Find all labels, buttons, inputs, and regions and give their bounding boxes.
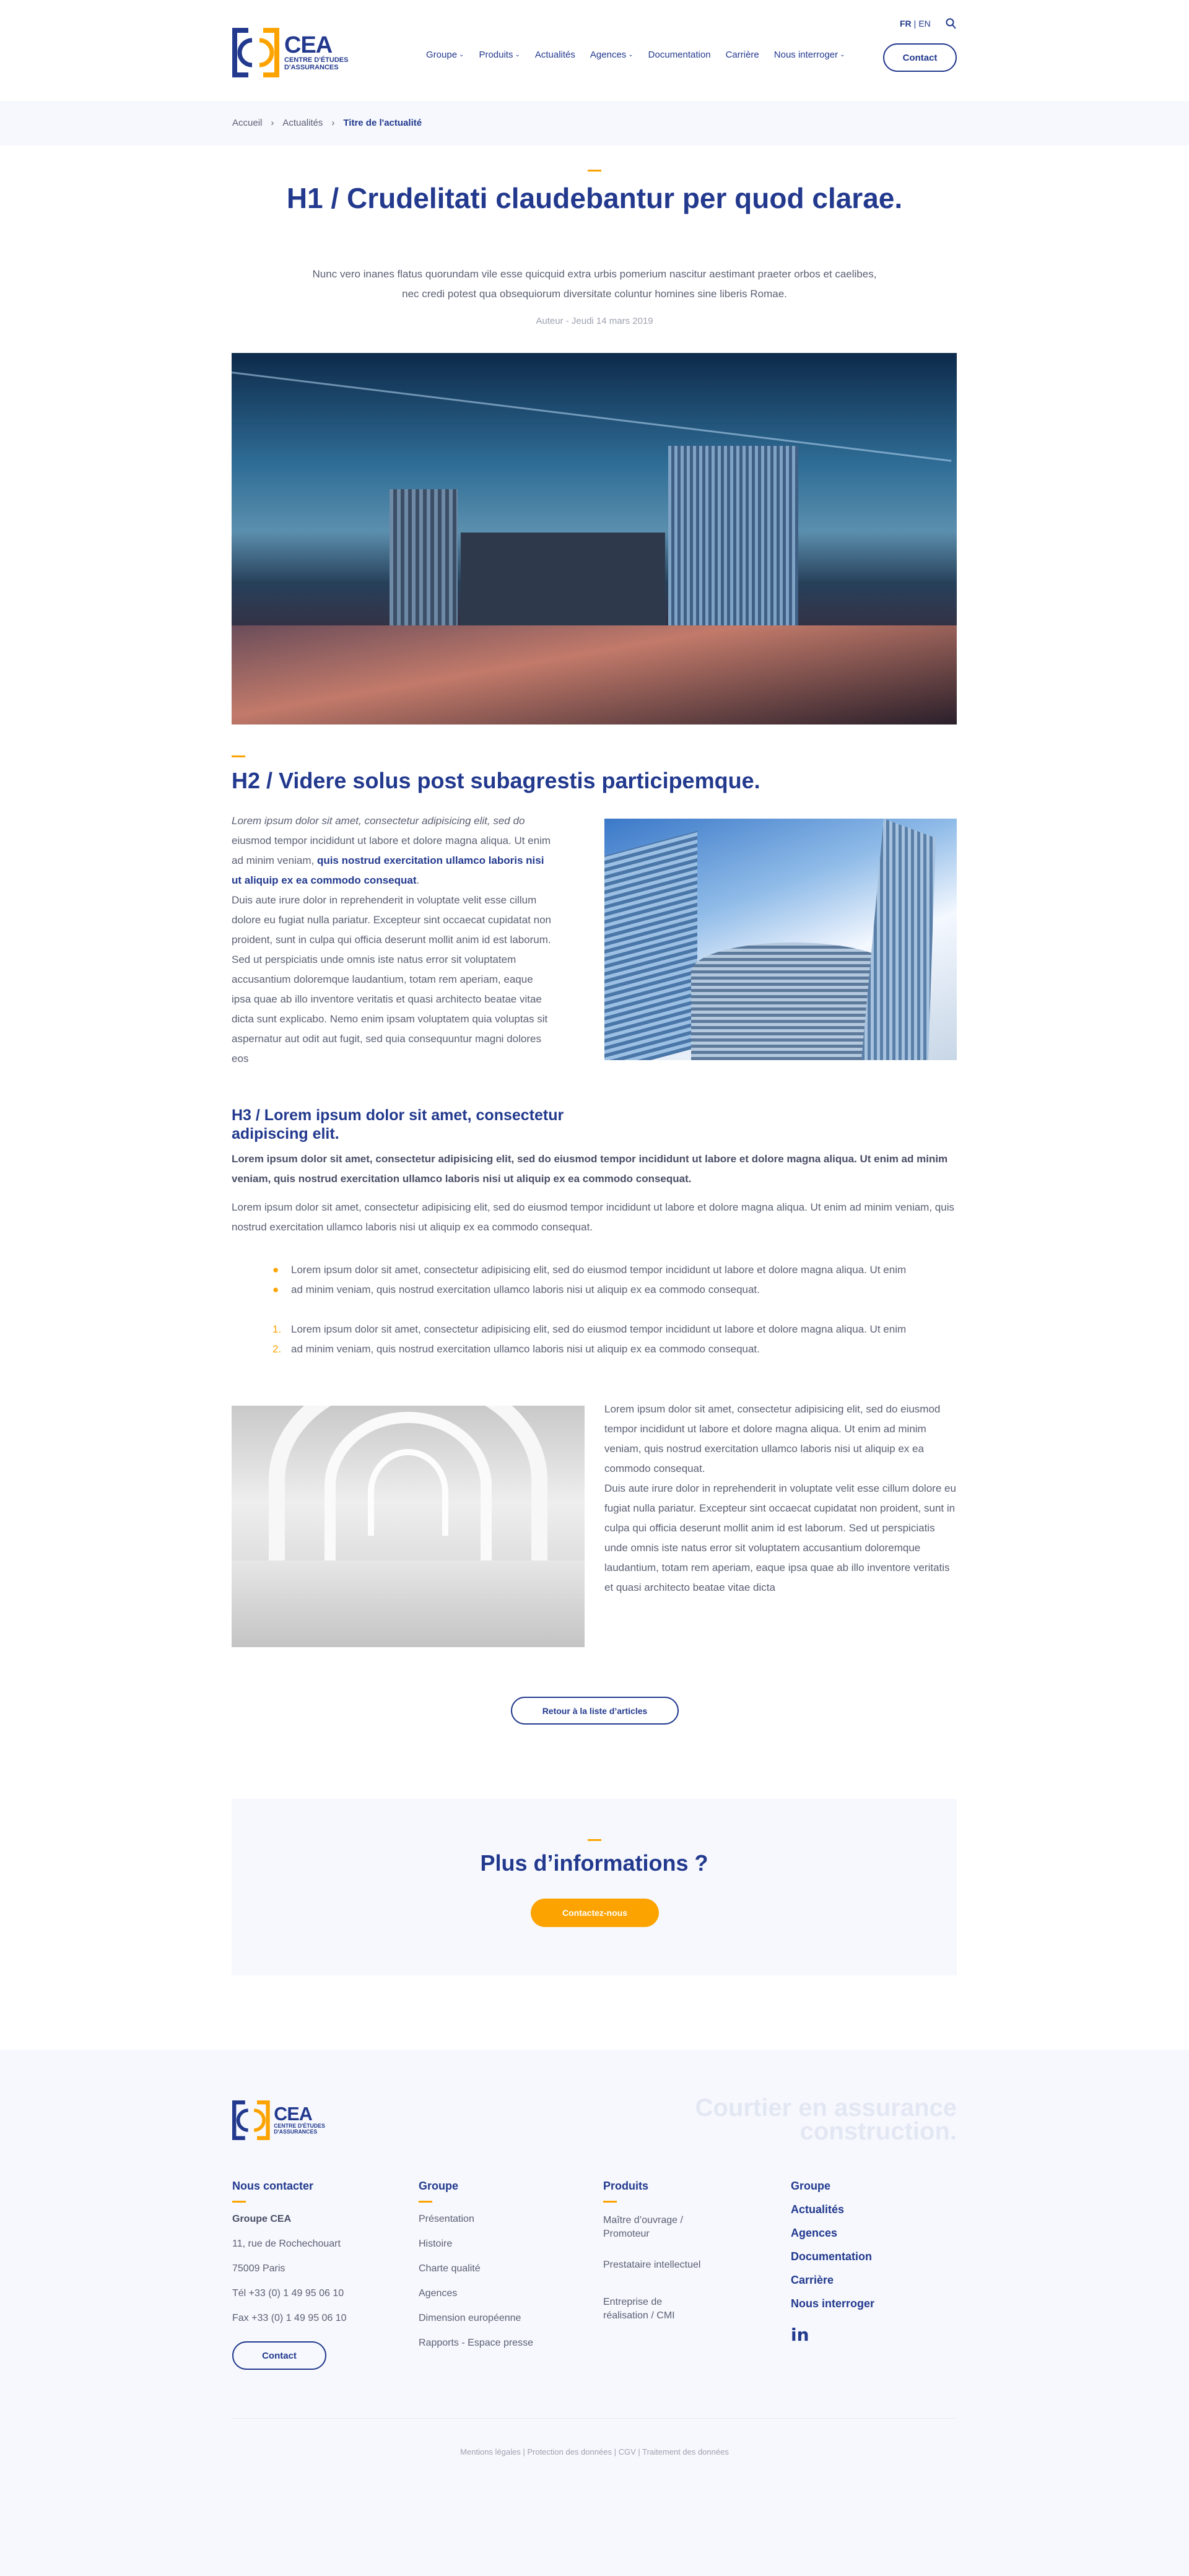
breadcrumb-separator-icon: › <box>271 118 274 128</box>
nav-produits[interactable] <box>479 50 520 60</box>
nav-documentation[interactable]: Documentation <box>648 50 711 60</box>
list-item <box>272 1339 954 1359</box>
chevron-down-icon: ⌄ <box>628 51 634 58</box>
text: Lorem ipsum dolor sit amet, consectetur adipisicing elit, sed do eiusmod tempor incididunt ut labore et dolore magna aliqua. Ut enim ad minim veniam, quis nostrud exercitation ullamco laboris nisi ut aliquip ex ea commodo consequat. <box>604 1403 941 1474</box>
footer <box>0 2050 1189 2576</box>
main-nav <box>426 50 845 60</box>
accent-dash <box>419 2201 432 2203</box>
header-contact-button[interactable]: Contact <box>883 43 957 72</box>
italic-text: Lorem ipsum dolor sit amet, consectetur adipisicing elit, sed do <box>232 815 525 827</box>
accent-dash <box>588 1839 601 1841</box>
footer-link[interactable]: Présentation <box>419 2214 474 2224</box>
tower-left <box>604 831 697 1060</box>
text: . <box>416 874 420 886</box>
nav-carriere[interactable]: Carrière <box>725 50 759 60</box>
bullet-icon: ● <box>272 1284 279 1295</box>
legal-link[interactable]: CGV <box>618 2447 636 2456</box>
list-item-text: Lorem ipsum dolor sit amet, consectetur adipisicing elit, sed do eiusmod tempor incididunt ut labore et dolore magna aliqua. Ut enim <box>291 1264 907 1276</box>
logo-line1: CENTRE D'ÉTUDES <box>274 2123 325 2130</box>
page-title: H1 / Crudelitati claudebantur per quod clarae. <box>286 182 903 214</box>
building <box>461 533 665 625</box>
logo-line2: D'ASSURANCES <box>274 2129 318 2135</box>
footer-link[interactable]: Actualités <box>791 2203 845 2216</box>
back-to-list-button[interactable]: Retour à la liste d’articles <box>511 1697 679 1725</box>
ordered-list <box>272 1320 954 1359</box>
footer-link[interactable]: Nous interroger <box>791 2297 875 2310</box>
footer-groupe-column <box>419 2180 580 2362</box>
legal-links: Mentions légales | Protection des données | CGV | Traitement des données <box>460 2447 729 2456</box>
bold-text: quis nostrud exercitation ullamco laboris nisi ut aliquip ex ea commodo consequat <box>232 855 544 886</box>
nav-actualites[interactable]: Actualités <box>534 50 575 60</box>
phone: Tél +33 (0) 1 49 95 06 10 <box>232 2288 344 2299</box>
company-name: Groupe CEA <box>232 2214 292 2224</box>
tagline-line: Courtier en assurance <box>695 2094 957 2121</box>
logo-line1: CENTRE D'ÉTUDES <box>284 56 349 64</box>
article-paragraph <box>232 811 554 1069</box>
lead-paragraph: Lorem ipsum dolor sit amet, consectetur adipisicing elit, sed do eiusmod tempor incididunt ut labore et dolore magna aliqua. Ut enim ad minim veniam, quis nostrud exercitation ullamco laboris nisi ut aliquip ex ea commodo consequat. <box>232 1153 948 1185</box>
breadcrumb-accueil[interactable]: Accueil <box>232 118 263 128</box>
logo-name: CEA <box>284 32 333 58</box>
footer-quick-links <box>791 2180 952 2348</box>
list-item-text: ad minim veniam, quis nostrud exercitation ullamco laboris nisi ut aliquip ex ea commodo consequat. <box>291 1343 760 1355</box>
footer-contact-column <box>232 2180 393 2370</box>
nav-groupe[interactable] <box>426 50 464 60</box>
tagline-line: construction. <box>799 2118 957 2145</box>
bullet-list <box>272 1260 954 1300</box>
footer-link[interactable]: Rapports - Espace presse <box>419 2338 533 2348</box>
highway <box>232 625 957 724</box>
logo-name: CEA <box>274 2104 312 2125</box>
hero-image <box>232 353 957 724</box>
section-heading-h3: H3 / Lorem ipsum dolor sit amet, consectetur adipiscing elit. <box>232 1107 564 1142</box>
building <box>668 446 798 632</box>
footer-link[interactable]: Maître d’ouvrage / Promoteur <box>603 2215 683 2239</box>
list-number: 2. <box>272 1343 282 1355</box>
list-item-text: ad minim veniam, quis nostrud exercitation ullamco laboris nisi ut aliquip ex ea commodo consequat. <box>291 1284 760 1295</box>
article-paragraph <box>604 1399 957 1598</box>
article-paragraph: Lorem ipsum dolor sit amet, consectetur adipisicing elit, sed do eiusmod tempor incididunt ut labore et dolore magna aliqua. Ut enim ad minim veniam, quis nostrud exercitation ullamco laboris nisi ut aliquip ex ea commodo consequat. <box>232 1201 954 1233</box>
footer-link[interactable]: Dimension européenne <box>419 2313 521 2323</box>
text: eiusmod tempor incididunt ut labore et dolore magna aliqua. Ut enim ad minim veniam, <box>232 835 551 866</box>
accent-dash <box>232 755 245 757</box>
footer-link[interactable]: Agences <box>791 2227 838 2239</box>
address-city: 75009 Paris <box>232 2263 285 2274</box>
nav-label: Agences <box>590 50 627 60</box>
footer-produits-column <box>603 2180 701 2333</box>
list-item-text: Lorem ipsum dolor sit amet, consectetur adipisicing elit, sed do eiusmod tempor incididunt ut labore et dolore magna aliqua. Ut enim <box>291 1323 907 1335</box>
floor <box>232 1560 585 1647</box>
building <box>390 489 458 625</box>
nav-label: Produits <box>479 50 513 60</box>
fax: Fax +33 (0) 1 49 95 06 10 <box>232 2313 347 2323</box>
bullet-icon: ● <box>272 1264 279 1276</box>
building-photo <box>604 819 957 1060</box>
language-switcher <box>900 19 931 28</box>
footer-link[interactable]: Entreprise de réalisation / CMI <box>603 2297 675 2321</box>
nav-label: Groupe <box>426 50 458 60</box>
footer-logo[interactable] <box>232 2100 325 2140</box>
footer-link[interactable]: Agences <box>419 2288 458 2299</box>
article-meta: Auteur - Jeudi 14 mars 2019 <box>536 316 653 326</box>
list-item <box>272 1260 954 1280</box>
column-title: Nous contacter <box>232 2180 314 2192</box>
footer-link[interactable]: Histoire <box>419 2239 453 2249</box>
footer-contact-button[interactable]: Contact <box>232 2341 326 2370</box>
breadcrumb-actualites[interactable]: Actualités <box>282 118 323 128</box>
accent-dash <box>232 2201 246 2203</box>
tower-right <box>861 819 936 1060</box>
footer-link[interactable]: Carrière <box>791 2274 834 2286</box>
footer-link[interactable]: Charte qualité <box>419 2263 481 2274</box>
footer-link[interactable]: Groupe <box>791 2180 831 2192</box>
footer-divider <box>232 2418 957 2419</box>
breadcrumb-bar <box>0 101 1189 146</box>
legal-link[interactable]: Mentions légales <box>460 2447 521 2456</box>
list-item <box>272 1280 954 1300</box>
legal-link[interactable]: Protection des données <box>527 2447 612 2456</box>
article-intro: Nunc vero inanes flatus quorundam vile esse quicquid extra urbis pomerium nascitur aestimant praeter orbos et caelibes, nec credi potest qua obsequiorum diversitate coluntur homines sine liberis Romae. <box>312 268 877 300</box>
nav-nous-interroger[interactable] <box>774 50 845 60</box>
accent-dash <box>588 170 601 172</box>
light-trail <box>232 372 951 462</box>
section-heading-h2: H2 / Videre solus post subagrestis participemque. <box>232 768 760 793</box>
lang-separator: | <box>913 19 917 28</box>
arch <box>368 1449 448 1536</box>
cta-title: Plus d’informations ? <box>480 1850 708 1876</box>
footer-link[interactable]: Documentation <box>791 2250 873 2263</box>
lang-fr[interactable]: FR <box>900 19 912 28</box>
text: Duis aute irure dolor in reprehenderit in voluptate velit esse cillum dolore eu fugiat nulla pariatur. Excepteur sint occaecat cupidatat non proident, sunt in culpa qui officia deserunt mollit anim id est laborum. Sed ut perspiciatis unde omnis iste natus error sit voluptatem accusantium doloremque laudantium, totam rem aperiam, eaque ipsa quae ab illo inventore veritatis et quasi architecto beatae vitae dicta <box>604 1482 956 1593</box>
column-title: Groupe <box>419 2180 459 2192</box>
linkedin-icon[interactable]: in <box>791 2325 809 2345</box>
list-number: 1. <box>272 1323 282 1335</box>
chevron-down-icon: ⌄ <box>515 51 520 58</box>
logo-mark-icon <box>232 2100 270 2140</box>
chevron-down-icon: ⌄ <box>840 51 845 58</box>
address-line: 11, rue de Rochechouart <box>232 2239 341 2249</box>
chevron-down-icon: ⌄ <box>459 51 464 58</box>
logo-mark-icon <box>232 28 279 77</box>
contact-us-button[interactable]: Contactez-nous <box>531 1899 659 1927</box>
breadcrumb-separator-icon: › <box>331 118 335 128</box>
breadcrumb <box>232 118 422 128</box>
nav-agences[interactable] <box>590 50 634 60</box>
logo-line2: D'ASSURANCES <box>284 64 339 71</box>
list-item <box>272 1320 954 1339</box>
search-icon[interactable] <box>946 18 956 29</box>
text: Duis aute irure dolor in reprehenderit in voluptate velit esse cillum dolore eu fugiat nulla pariatur. Excepteur sint occaecat cupidatat non proident, sunt in culpa qui officia deserunt mollit anim id est laborum. Sed ut perspiciatis unde omnis iste natus error sit voluptatem accusantium doloremque laudantium, totam rem aperiam, eaque ipsa quae ab illo inventore veritatis et quasi architecto beatae vitae dicta sunt explicabo. Nemo enim ipsam voluptatem quia voluptas sit aspernatur aut odit aut fugit, sed quia consequuntur magni dolores eos <box>232 894 552 1064</box>
accent-dash <box>603 2201 617 2203</box>
footer-tagline <box>619 2096 957 2143</box>
cta-section <box>232 1799 957 1975</box>
footer-link[interactable]: Prestataire intellectuel <box>603 2260 701 2270</box>
column-title: Produits <box>603 2180 649 2192</box>
legal-link[interactable]: Traitement des données <box>642 2447 729 2456</box>
lang-en[interactable]: EN <box>918 19 931 28</box>
breadcrumb-current: Titre de l'actualité <box>343 118 422 128</box>
logo[interactable] <box>232 28 348 77</box>
arch-corridor-photo <box>232 1406 585 1647</box>
nav-label: Nous interroger <box>773 50 838 60</box>
